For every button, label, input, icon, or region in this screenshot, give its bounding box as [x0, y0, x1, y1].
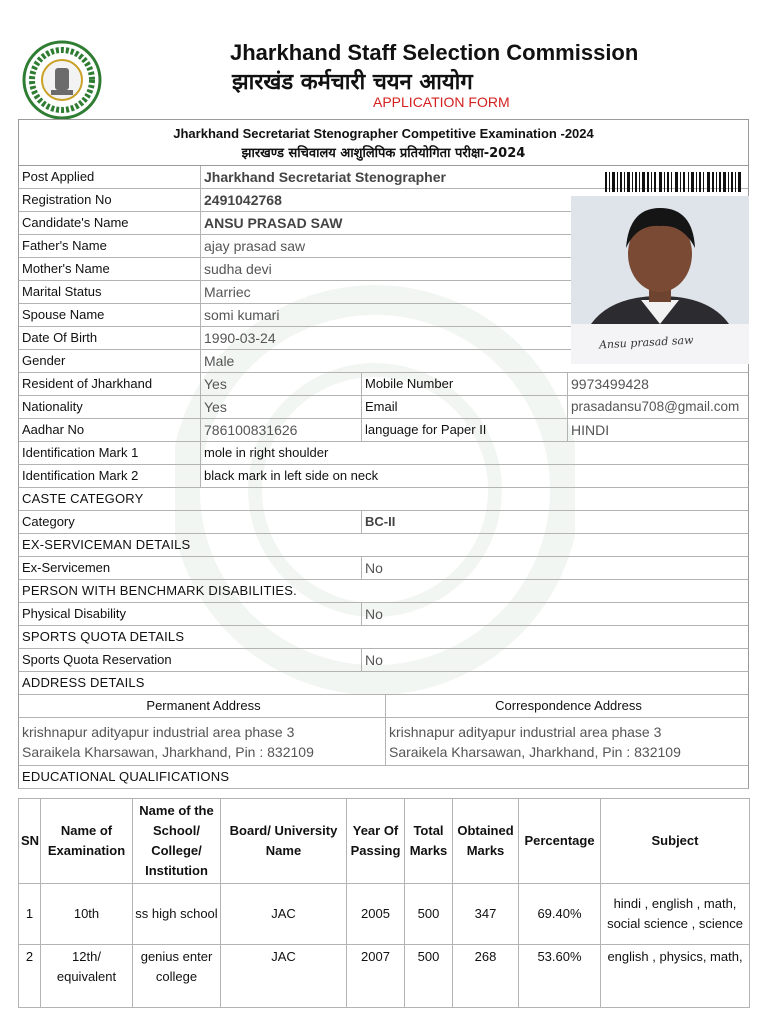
- table-cell: 2: [19, 945, 41, 1008]
- mobile-value: 9973499428: [567, 373, 748, 395]
- field-label: Identification Mark 2: [22, 468, 139, 483]
- section-row: [18, 672, 749, 695]
- col-header: Year Of Passing: [347, 799, 405, 884]
- id-mark1-value: mole in right shoulder: [200, 442, 748, 464]
- table-cell: 2005: [347, 884, 405, 945]
- col-header: Percentage: [519, 799, 601, 884]
- post-applied-value: Jharkhand Secretariat Stenographer: [200, 166, 571, 188]
- field-row: [18, 603, 749, 626]
- barcode: [605, 172, 741, 192]
- table-cell: 10th: [41, 884, 133, 945]
- field-label: Post Applied: [22, 169, 95, 184]
- table-cell: 268: [453, 945, 519, 1008]
- jssc-logo: [22, 40, 102, 120]
- section-title: EX-SERVICEMAN DETAILS: [22, 537, 191, 552]
- field-label: Identification Mark 1: [22, 445, 139, 460]
- section-title: CASTE CATEGORY: [22, 491, 144, 506]
- page-header: [0, 0, 768, 118]
- table-cell: 69.40%: [519, 884, 601, 945]
- correspondence-address-line1: krishnapur adityapur industrial area phase 3: [389, 724, 662, 740]
- section-row: [18, 626, 749, 649]
- field-row: [18, 465, 749, 488]
- field-label: Physical Disability: [22, 606, 127, 621]
- field-label: Sports Quota Reservation: [22, 652, 172, 667]
- section-row: [18, 580, 749, 603]
- col-header: Subject: [601, 799, 750, 884]
- field-row: [18, 396, 749, 419]
- dob-value: 1990-03-24: [200, 327, 571, 349]
- marital-status-value: Marriec: [200, 281, 571, 303]
- commission-title-en: Jharkhand Staff Selection Commission: [230, 40, 639, 65]
- field-label: Marital Status: [22, 284, 102, 299]
- candidate-name-value: ANSU PRASAD SAW: [200, 212, 571, 234]
- commission-title-hi: झारखंड कर्मचारी चयन आयोग: [232, 70, 473, 95]
- correspondence-address-line2: Saraikela Kharsawan, Jharkhand, Pin : 832109: [389, 744, 681, 760]
- address-header-row: [18, 695, 749, 718]
- education-header-row: [19, 799, 750, 884]
- form-title: APPLICATION FORM: [373, 94, 510, 110]
- address-row: [18, 718, 749, 766]
- table-cell: 500: [405, 884, 453, 945]
- aadhar-value: 786100831626: [200, 419, 361, 441]
- table-cell: hindi , english , math, social science , science: [601, 884, 750, 945]
- col-header: Board/ University Name: [221, 799, 347, 884]
- field-label: Mobile Number: [361, 373, 567, 395]
- table-row: [19, 884, 750, 945]
- field-label: Aadhar No: [22, 422, 85, 437]
- permanent-address-label: Permanent Address: [146, 698, 261, 713]
- section-title: EDUCATIONAL QUALIFICATIONS: [22, 769, 230, 784]
- email-value: prasadansu708@gmail.com: [567, 396, 748, 418]
- spouse-name-value: somi kumari: [200, 304, 571, 326]
- table-cell: JAC: [221, 945, 347, 1008]
- candidate-photo: [571, 196, 749, 364]
- resident-value: Yes: [200, 373, 361, 395]
- col-header: Name of the School/ College/ Institution: [133, 799, 221, 884]
- caste-value: BC-II: [361, 511, 748, 533]
- table-cell: 1: [19, 884, 41, 945]
- permanent-address-line2: Saraikela Kharsawan, Jharkhand, Pin : 832109: [22, 744, 314, 760]
- field-label: Candidate's Name: [22, 215, 129, 230]
- education-table: [18, 798, 750, 1008]
- section-title: ADDRESS DETAILS: [22, 675, 145, 690]
- table-cell: 2007: [347, 945, 405, 1008]
- field-label: Registration No: [22, 192, 112, 207]
- table-cell: genius enter college: [133, 945, 221, 1008]
- section-row: [18, 534, 749, 557]
- section-title: PERSON WITH BENCHMARK DISABILITIES.: [22, 583, 297, 598]
- field-label: Category: [22, 514, 75, 529]
- field-label: Date Of Birth: [22, 330, 98, 345]
- field-label: Mother's Name: [22, 261, 110, 276]
- field-label: Nationality: [22, 399, 83, 414]
- candidate-signature: Ansu prasad saw: [598, 333, 694, 352]
- table-cell: english , physics, math,: [601, 945, 750, 1008]
- table-cell: 347: [453, 884, 519, 945]
- section-row: [18, 488, 749, 511]
- table-cell: ss high school: [133, 884, 221, 945]
- field-row: [18, 511, 749, 534]
- section-row: [18, 766, 749, 789]
- field-row: [18, 373, 749, 396]
- address-divider: [385, 718, 386, 765]
- field-row: [18, 419, 749, 442]
- field-label: Gender: [22, 353, 66, 368]
- field-label: language for Paper II: [361, 419, 567, 441]
- field-row: [18, 649, 749, 672]
- col-header: Total Marks: [405, 799, 453, 884]
- table-cell: 12th/ equivalent: [41, 945, 133, 1008]
- sports-value: No: [361, 649, 748, 671]
- col-header: Name of Examination: [41, 799, 133, 884]
- father-name-value: ajay prasad saw: [200, 235, 571, 257]
- table-cell: JAC: [221, 884, 347, 945]
- field-label: Email: [361, 396, 567, 418]
- registration-no-value: 2491042768: [200, 189, 571, 211]
- field-label: Ex-Servicemen: [22, 560, 111, 575]
- exam-title-en: Jharkhand Secretariat Stenographer Competitive Examination -2024: [173, 126, 594, 141]
- field-label: Resident of Jharkhand: [22, 376, 153, 391]
- nationality-value: Yes: [200, 396, 361, 418]
- correspondence-address-label: Correspondence Address: [385, 695, 748, 717]
- table-cell: 53.60%: [519, 945, 601, 1008]
- field-label: Father's Name: [22, 238, 107, 253]
- id-mark2-value: black mark in left side on neck: [200, 465, 748, 487]
- exam-header: [18, 119, 749, 166]
- section-title: SPORTS QUOTA DETAILS: [22, 629, 185, 644]
- field-label: Spouse Name: [22, 307, 105, 322]
- permanent-address-line1: krishnapur adityapur industrial area phase 3: [22, 724, 295, 740]
- mother-name-value: sudha devi: [200, 258, 571, 280]
- exservice-value: No: [361, 557, 748, 579]
- table-cell: 500: [405, 945, 453, 1008]
- gender-value: Male: [200, 350, 571, 372]
- correspondence-address: [389, 722, 745, 762]
- exam-title-hi: झारखण्ड सचिवालय आशुलिपिक प्रतियोगिता परीक्षा-2024: [241, 146, 526, 161]
- col-header: Obtained Marks: [453, 799, 519, 884]
- language-value: HINDI: [567, 419, 748, 441]
- disability-value: No: [361, 603, 748, 625]
- field-row: [18, 442, 749, 465]
- field-row: [18, 557, 749, 580]
- permanent-address: [22, 722, 384, 762]
- col-header: SN: [19, 799, 41, 884]
- table-row: [19, 945, 750, 1008]
